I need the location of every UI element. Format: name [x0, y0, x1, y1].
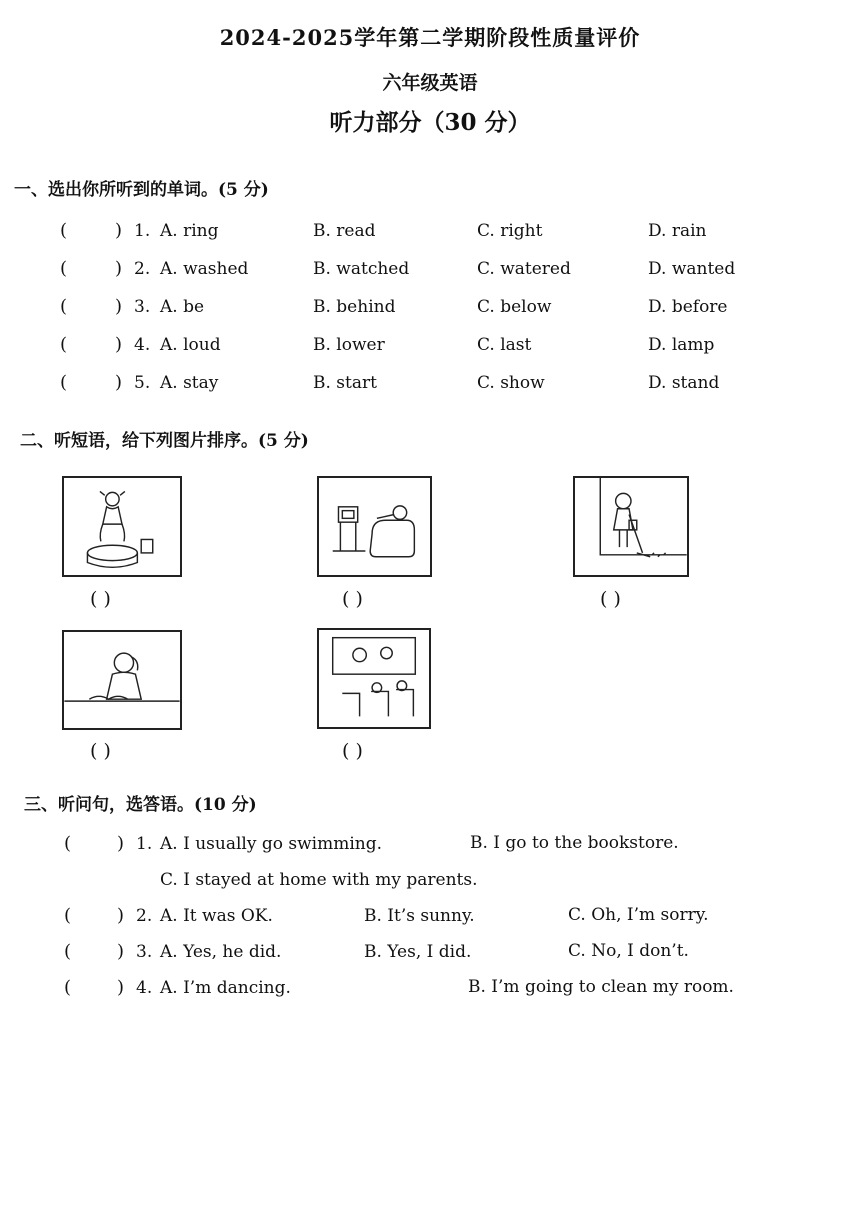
- sweeping-floor-picture: [573, 476, 689, 577]
- option-b: B. watched: [313, 259, 410, 279]
- option-b: B. I go to the bookstore.: [470, 833, 679, 853]
- answer-paren-close: ): [115, 296, 123, 317]
- answer-paren-open[interactable]: (: [64, 977, 72, 998]
- option-c: C. below: [477, 297, 552, 317]
- answer-paren-close: ): [117, 977, 125, 998]
- answer-paren-close: ): [115, 220, 123, 241]
- option-b: B. lower: [313, 335, 385, 355]
- answer-paren-close: ): [115, 258, 123, 279]
- question-number: 3.: [134, 297, 151, 317]
- answer-paren-open[interactable]: (: [60, 220, 68, 241]
- answer-paren-open[interactable]: (: [60, 258, 68, 279]
- option-d: D. before: [648, 297, 728, 317]
- option-d: D. stand: [648, 373, 720, 393]
- option-b: B. It’s sunny.: [364, 906, 475, 926]
- option-d: D. lamp: [648, 335, 715, 355]
- option-d: D. rain: [648, 221, 707, 241]
- question-number: 1.: [134, 221, 151, 241]
- option-c: C. Oh, I’m sorry.: [568, 905, 709, 925]
- question-number: 4.: [136, 978, 153, 998]
- grade-subject: 六年级英语: [382, 72, 478, 94]
- option-b: B. start: [313, 373, 377, 393]
- option-a: A. I usually go swimming.: [160, 834, 382, 854]
- option-b: B. I’m going to clean my room.: [468, 977, 734, 997]
- answer-paren-close: ): [117, 833, 125, 854]
- question-number: 3.: [136, 942, 153, 962]
- option-b: B. behind: [313, 297, 396, 317]
- answer-paren-open[interactable]: (: [64, 905, 72, 926]
- cinema-picture: [317, 628, 431, 729]
- option-c: C. show: [477, 373, 545, 393]
- order-blank[interactable]: ( ): [342, 588, 363, 610]
- question-number: 4.: [134, 335, 151, 355]
- option-c: C. right: [477, 221, 543, 241]
- watching-tv-picture: [317, 476, 432, 577]
- order-blank[interactable]: ( ): [600, 588, 621, 610]
- question-number: 5.: [134, 373, 151, 393]
- answer-paren-close: ): [115, 372, 123, 393]
- answer-paren-open[interactable]: (: [60, 372, 68, 393]
- washing-feet-picture: [62, 476, 182, 577]
- option-c: C. I stayed at home with my parents.: [160, 870, 478, 890]
- option-a: A. washed: [160, 259, 249, 279]
- reading-book-picture: [62, 630, 182, 730]
- option-a: A. I’m dancing.: [160, 978, 291, 998]
- option-c: C. watered: [477, 259, 571, 279]
- order-blank[interactable]: ( ): [90, 588, 111, 610]
- option-a: A. be: [160, 297, 205, 317]
- section2-heading: 二、听短语，给下列图片排序。(5 分): [20, 431, 309, 451]
- answer-paren-close: ): [117, 941, 125, 962]
- answer-paren-open[interactable]: (: [60, 296, 68, 317]
- option-a: A. loud: [160, 335, 221, 355]
- question-number: 2.: [134, 259, 151, 279]
- answer-paren-open[interactable]: (: [64, 941, 72, 962]
- option-a: A. stay: [160, 373, 219, 393]
- option-d: D. wanted: [648, 259, 736, 279]
- option-b: B. read: [313, 221, 376, 241]
- answer-paren-open[interactable]: (: [64, 833, 72, 854]
- answer-paren-close: ): [117, 905, 125, 926]
- listening-part-title: 听力部分（30 分）: [329, 109, 531, 136]
- answer-paren-open[interactable]: (: [60, 334, 68, 355]
- option-a: A. ring: [160, 221, 219, 241]
- option-a: A. It was OK.: [160, 906, 273, 926]
- section1-heading: 一、选出你所听到的单词。(5 分): [14, 180, 269, 200]
- option-c: C. No, I don’t.: [568, 941, 689, 961]
- exam-title: 2024-2025学年第二学期阶段性质量评价: [219, 25, 641, 50]
- option-c: C. last: [477, 335, 532, 355]
- section3-heading: 三、听问句，选答语。(10 分): [24, 795, 257, 815]
- question-number: 1.: [136, 834, 153, 854]
- question-number: 2.: [136, 906, 153, 926]
- option-a: A. Yes, he did.: [160, 942, 282, 962]
- order-blank[interactable]: ( ): [342, 740, 363, 762]
- order-blank[interactable]: ( ): [90, 740, 111, 762]
- option-b: B. Yes, I did.: [364, 942, 472, 962]
- answer-paren-close: ): [115, 334, 123, 355]
